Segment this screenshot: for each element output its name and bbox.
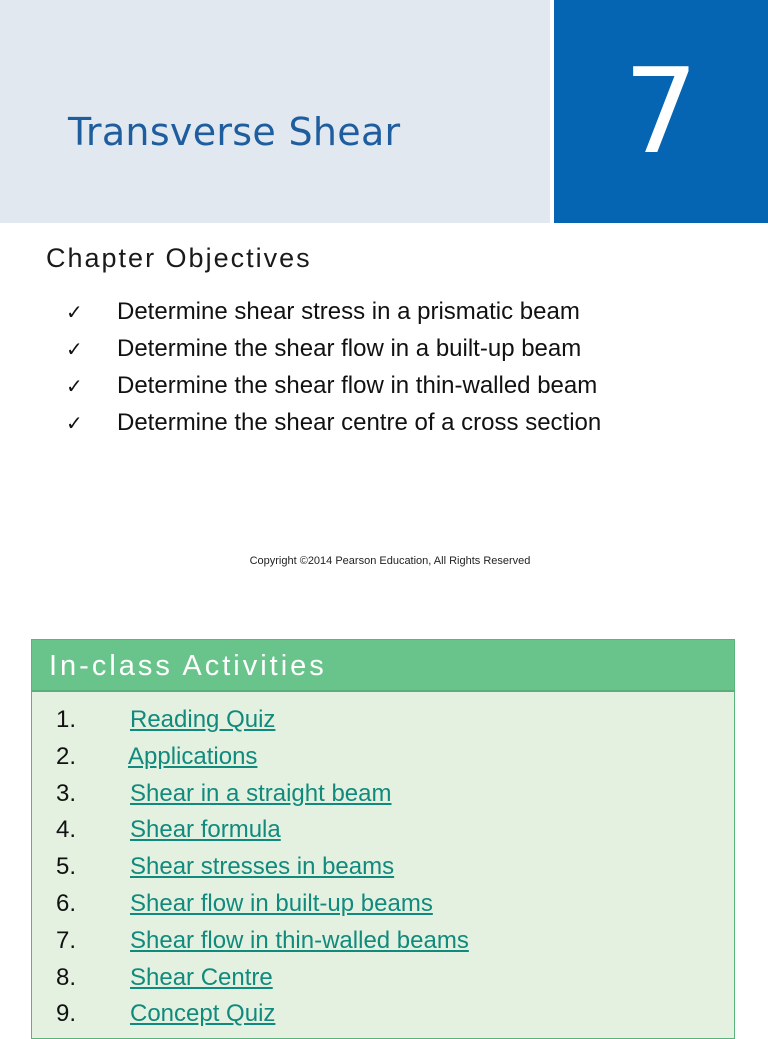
objectives-list: [66, 298, 601, 446]
objective-item: [66, 409, 601, 446]
objective-item: [66, 372, 601, 409]
activity-link-shear-flow-built-up[interactable]: Shear flow in built-up beams: [130, 889, 433, 917]
activities-header: [32, 640, 734, 692]
objective-text: Determine shear stress in a prismatic beam: [117, 298, 580, 325]
check-icon: ✓: [66, 374, 83, 398]
check-icon: ✓: [66, 300, 83, 324]
check-icon: ✓: [66, 337, 83, 361]
activity-link-applications[interactable]: Applications: [128, 742, 258, 770]
objective-item: [66, 298, 601, 335]
objective-text: Determine the shear centre of a cross section: [117, 409, 602, 436]
objective-item: [66, 335, 601, 372]
activity-link-shear-flow-thin-walled[interactable]: Shear flow in thin-walled beams: [130, 926, 469, 954]
activities-list: [56, 706, 469, 1037]
activity-number: 7.: [56, 926, 77, 954]
activities-title: In-class Activities: [49, 650, 327, 682]
activity-item: [56, 816, 469, 853]
activity-item: [56, 964, 469, 1001]
activity-item: [56, 853, 469, 890]
objectives-heading: Chapter Objectives: [46, 243, 312, 273]
activity-number: 4.: [56, 816, 77, 844]
objective-text: Determine the shear flow in a built-up beam: [117, 335, 582, 362]
chapter-number: 7: [623, 42, 699, 180]
activity-number: 9.: [56, 1000, 77, 1028]
activity-link-shear-formula[interactable]: Shear formula: [130, 816, 281, 844]
check-icon: ✓: [66, 411, 83, 435]
activity-link-shear-centre[interactable]: Shear Centre: [130, 963, 273, 991]
activity-item: [56, 706, 469, 743]
activity-number: 1.: [56, 706, 77, 733]
activity-number: 8.: [56, 963, 77, 991]
activity-item: [56, 780, 469, 817]
activity-link-concept-quiz[interactable]: Concept Quiz: [130, 1000, 276, 1028]
chapter-number-box: [554, 0, 768, 223]
activity-number: 5.: [56, 853, 77, 881]
activity-number: 3.: [56, 779, 77, 807]
header-band: [0, 0, 550, 223]
activity-number: 6.: [56, 889, 77, 917]
activity-item: [56, 890, 469, 927]
activity-number: 2.: [56, 742, 77, 770]
activity-item: [56, 927, 469, 964]
activity-link-reading-quiz[interactable]: Reading Quiz: [130, 706, 276, 733]
activity-item: [56, 743, 469, 780]
chapter-title: Transverse Shear: [68, 110, 401, 154]
activity-link-shear-stresses[interactable]: Shear stresses in beams: [130, 853, 395, 881]
activity-link-shear-straight-beam[interactable]: Shear in a straight beam: [130, 779, 392, 807]
activity-item: [56, 1000, 469, 1037]
copyright-notice: Copyright ©2014 Pearson Education, All Rights Reserved: [249, 555, 531, 567]
objective-text: Determine the shear flow in thin-walled beam: [117, 372, 598, 399]
activities-panel: [31, 639, 735, 1039]
